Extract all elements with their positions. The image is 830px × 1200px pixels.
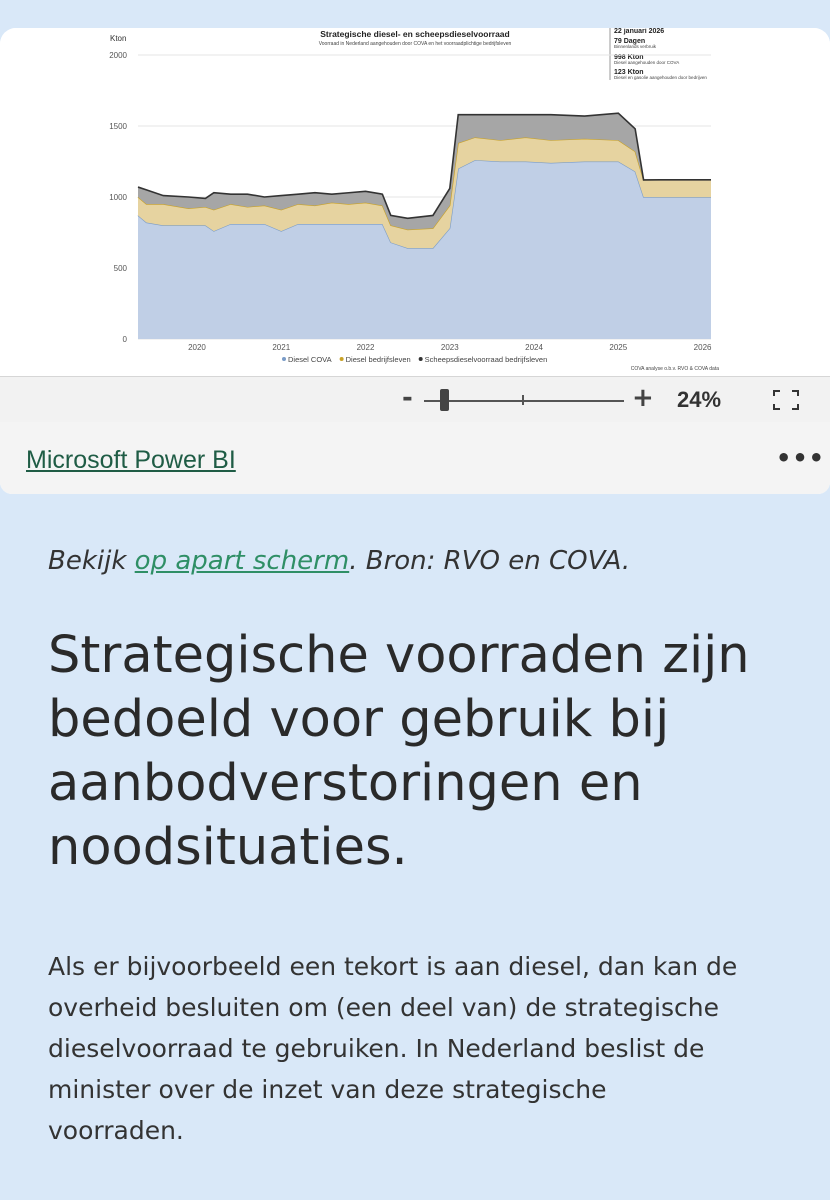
series-areas xyxy=(138,113,711,339)
legend-label-1: Diesel bedrijfsleven xyxy=(345,355,411,364)
zoom-out-button[interactable]: - xyxy=(402,383,413,413)
zoom-slider-thumb[interactable] xyxy=(440,389,449,411)
x-tick-label: 2026 xyxy=(693,343,712,352)
y-axis-label: Kton xyxy=(110,34,127,43)
power-bi-link[interactable]: Microsoft Power BI xyxy=(26,446,236,474)
y-tick-label: 0 xyxy=(122,335,127,344)
y-tick-label: 1500 xyxy=(109,122,127,131)
powerbi-embed xyxy=(0,28,830,494)
x-tick-label: 2020 xyxy=(188,343,206,352)
open-separate-screen-link[interactable]: op apart scherm xyxy=(134,546,350,576)
chart-subtitle: Voorraad in Nederland aangehouden door COVA en het voorraadplichtige bedrijfsleven xyxy=(318,41,512,47)
legend-marker-0 xyxy=(282,357,286,361)
caption-suffix: . Bron: RVO en COVA. xyxy=(349,546,631,576)
y-tick-label: 2000 xyxy=(109,51,127,60)
zoom-in-button[interactable]: + xyxy=(632,383,654,413)
info-companies: 123 Kton xyxy=(614,69,644,76)
legend-label-2: Scheepsdieselvoorraad bedrijfsleven xyxy=(424,355,548,364)
x-tick-label: 2024 xyxy=(525,343,543,352)
y-tick-label: 1000 xyxy=(109,193,127,202)
zoom-level-value: 24% xyxy=(677,387,722,412)
info-cova: 998 Kton xyxy=(614,54,644,61)
embed-footer xyxy=(0,422,830,494)
caption-prefix: Bekijk xyxy=(48,546,135,576)
area-0 xyxy=(138,160,711,339)
chart-title: Strategische diesel- en scheepsdieselvoorraad xyxy=(320,29,510,39)
stock-area-chart xyxy=(0,28,830,376)
legend-label-0: Diesel COVA xyxy=(288,355,332,364)
x-tick-label: 2023 xyxy=(440,343,459,352)
legend-marker-1 xyxy=(340,357,344,361)
info-days-label: Binnenlands verbruik xyxy=(614,44,657,49)
info-date: 22 januari 2026 xyxy=(614,28,665,35)
legend xyxy=(282,355,547,364)
chart-caption xyxy=(48,546,808,576)
legend-marker-2 xyxy=(419,357,423,361)
info-companies-label: Diesel en gasolie aangehouden door bedrijven xyxy=(614,75,707,80)
zoom-slider-track[interactable] xyxy=(424,400,624,402)
zoom-toolbar xyxy=(0,376,830,424)
fullscreen-icon[interactable] xyxy=(773,390,799,410)
zoom-slider-midmark xyxy=(522,395,524,405)
info-cova-label: Diesel aangehouden door COVA xyxy=(614,60,680,65)
x-tick-label: 2025 xyxy=(609,343,628,352)
x-tick-label: 2022 xyxy=(356,343,375,352)
source-note: COVA analyse o.b.v. RVO & COVA data xyxy=(630,366,719,372)
article-headline: Strategische voorraden zijn bedoeld voor gebruik bij aanbodverstoringen en noodsituaties. xyxy=(48,626,750,877)
chart-area xyxy=(0,28,830,376)
y-tick-label: 500 xyxy=(113,264,127,273)
x-tick-label: 2021 xyxy=(272,343,291,352)
info-days: 79 Dagen xyxy=(614,38,646,45)
info-box xyxy=(610,28,707,80)
article-paragraph: Als er bijvoorbeeld een tekort is aan diesel, dan kan de overheid besluiten om (een deel van) de strategische dieselvoorraad te gebruiken. In Nederland beslist de minister over de inzet van deze strategische voorraden. xyxy=(48,952,738,1145)
more-options-icon[interactable]: ••• xyxy=(776,444,826,472)
